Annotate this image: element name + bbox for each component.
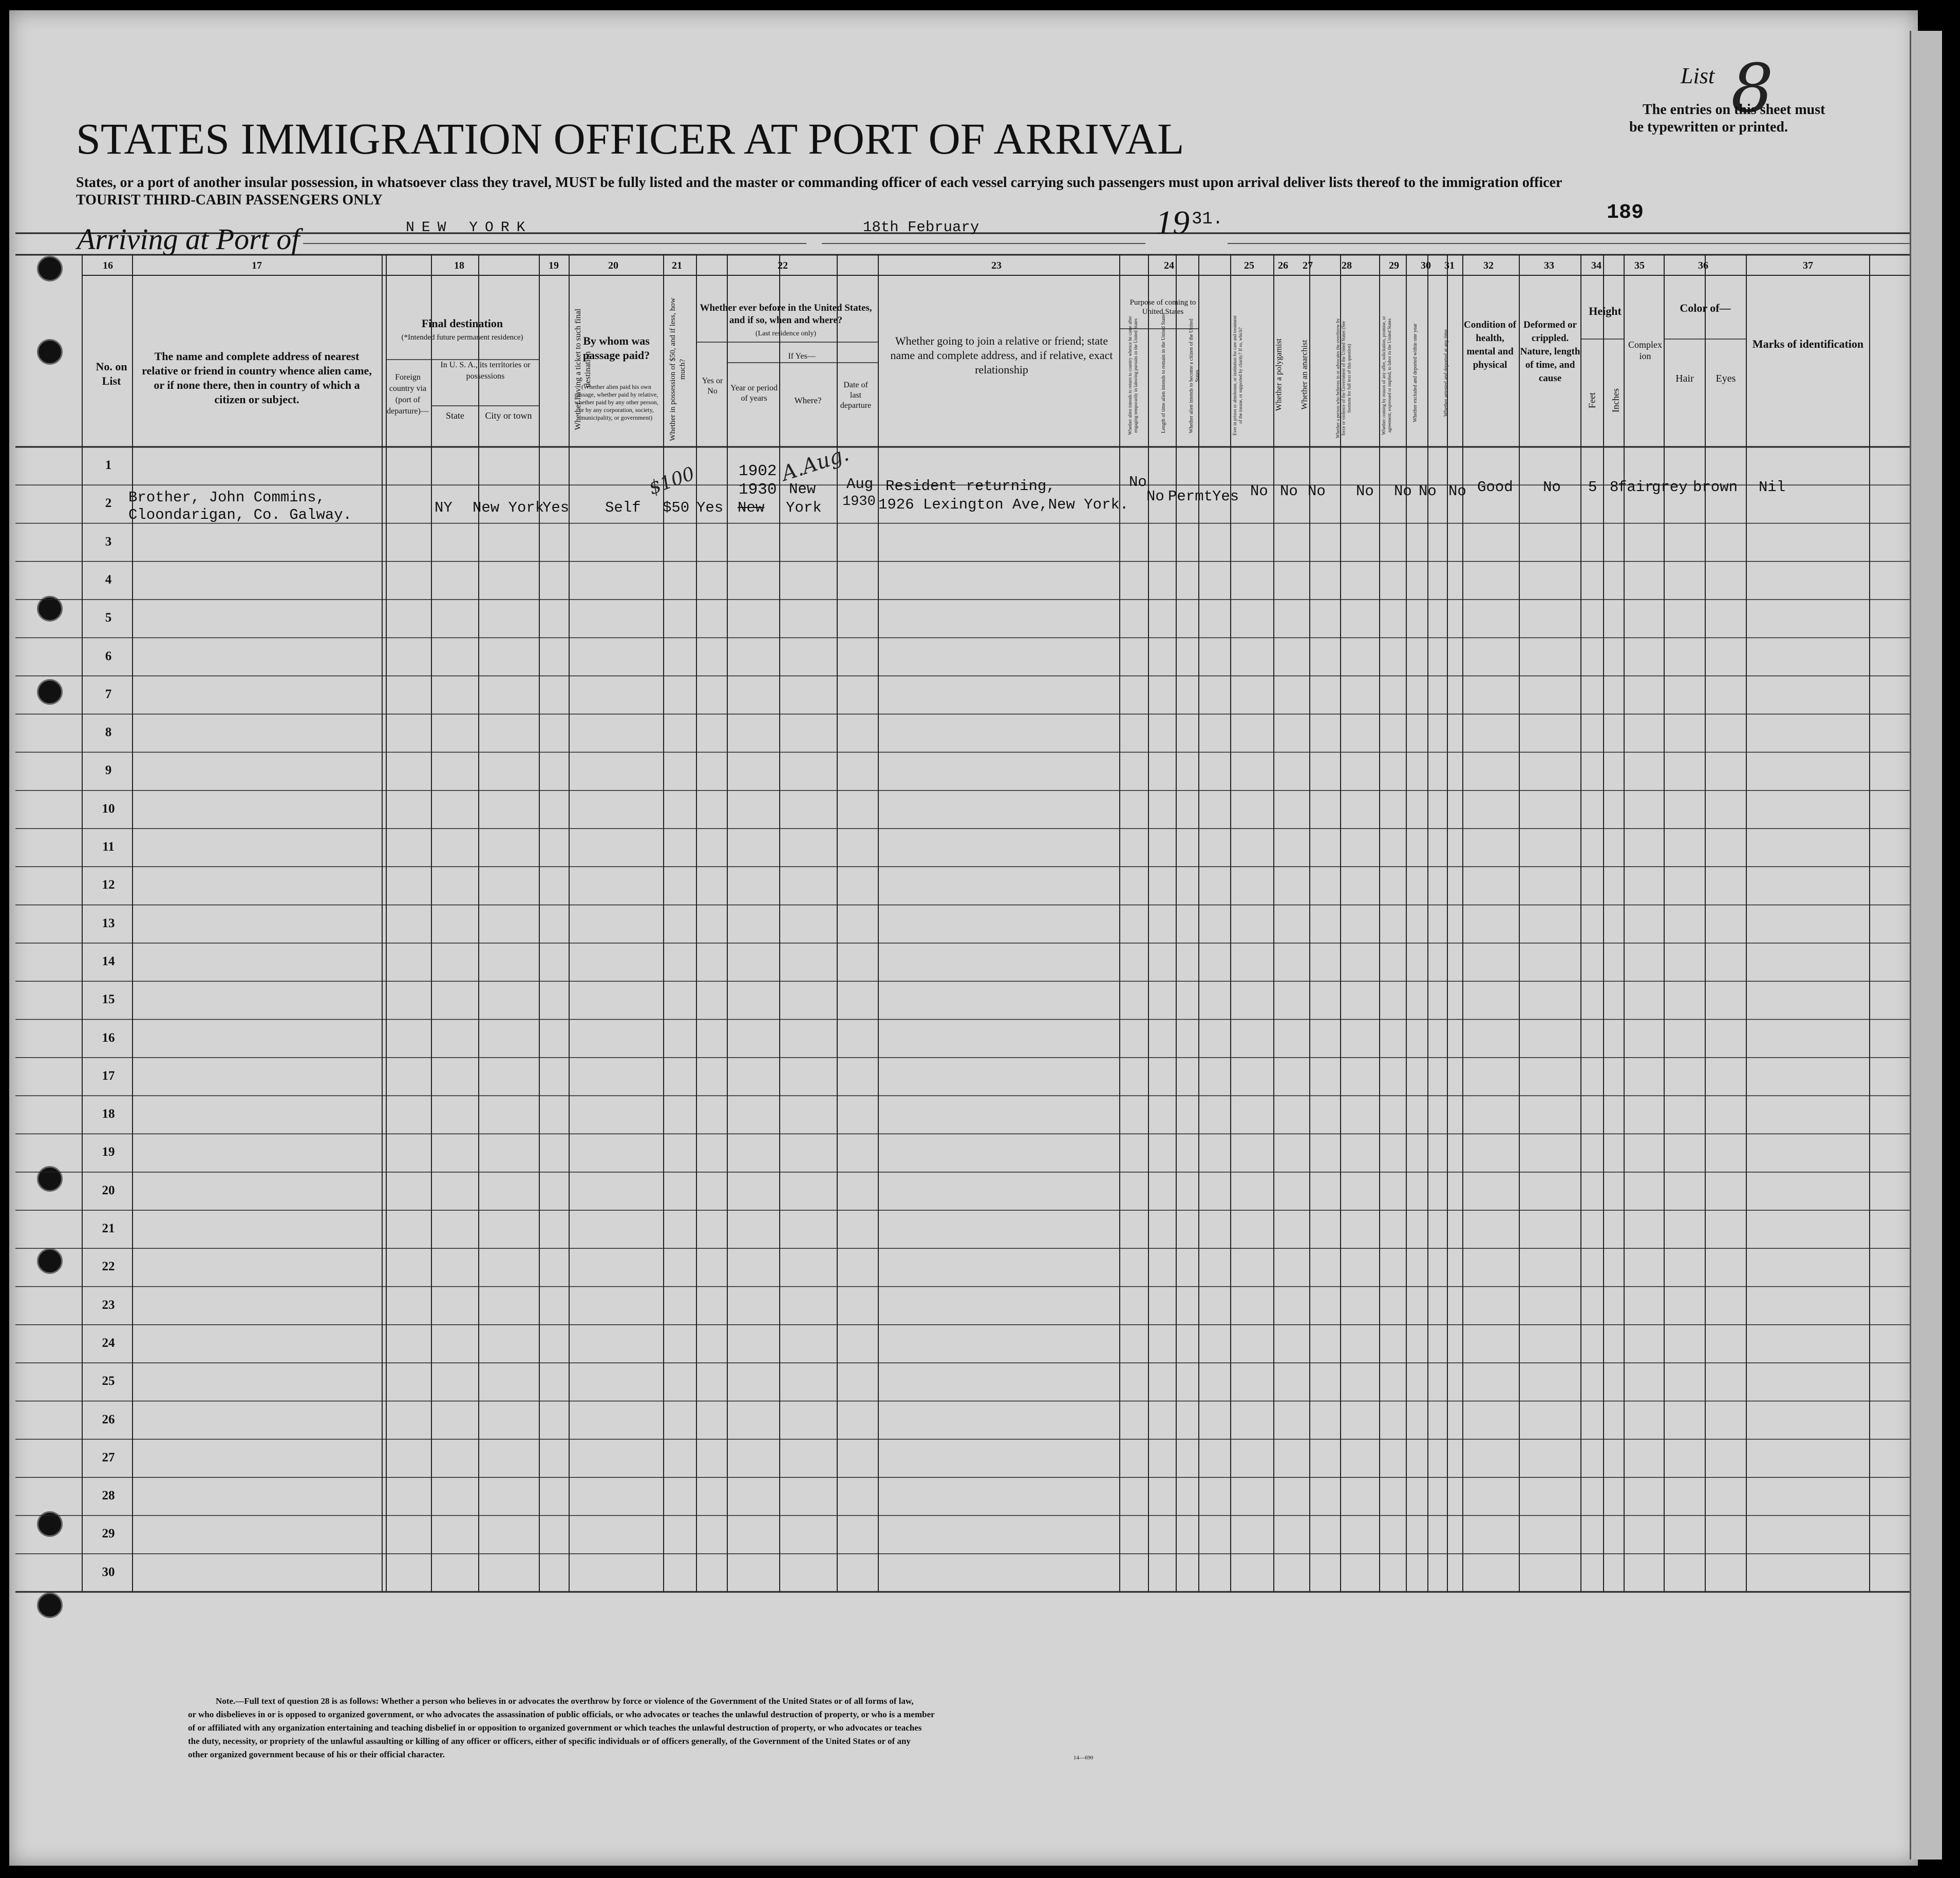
entry-money-handwritten: $100 bbox=[646, 463, 698, 499]
entry-purpose-line1: No bbox=[1129, 474, 1147, 491]
entry-join-line2: 1926 Lexington Ave,New York. bbox=[878, 496, 1129, 513]
entry-complexion: fair bbox=[1618, 479, 1654, 496]
year-suffix: 31. bbox=[1192, 210, 1223, 229]
entry-departure-line1: Aug bbox=[846, 476, 874, 493]
date-value: 18th February bbox=[863, 219, 979, 236]
header-overthrow: Whether a person who believes in or advocates the overthrow by force or violence of the Government of the United States (See footnote for full text of this question) bbox=[1335, 318, 1352, 439]
column-number: 22 bbox=[778, 260, 788, 271]
header-feet: Feet bbox=[1587, 392, 1597, 408]
entry-been-before: Yes bbox=[696, 499, 724, 516]
header-eyes: Eyes bbox=[1716, 373, 1736, 384]
row-number: 25 bbox=[102, 1374, 115, 1388]
column-number: 23 bbox=[991, 260, 1002, 271]
row-number: 27 bbox=[102, 1450, 115, 1464]
entry-relative-line2: Cloondarigan, Co. Galway. bbox=[128, 506, 352, 523]
row-number: 9 bbox=[105, 763, 112, 778]
port-value: NEW YORK bbox=[406, 220, 533, 236]
row-number: 26 bbox=[102, 1412, 115, 1426]
row-number: 24 bbox=[102, 1336, 115, 1350]
entry-paid-by: Self bbox=[605, 499, 641, 516]
entry-overthrow: No bbox=[1356, 483, 1374, 500]
header-purpose-return: Whether alien intends to return to country whence he came after engaging temporarily in laboring pursuits in the United States bbox=[1127, 316, 1138, 435]
entry-hair: grey bbox=[1652, 479, 1688, 496]
row-number: 20 bbox=[102, 1183, 115, 1197]
list-label: List bbox=[1681, 63, 1715, 88]
column-number: 17 bbox=[252, 260, 262, 271]
row-number: 18 bbox=[102, 1107, 115, 1121]
column-number: 18 bbox=[454, 260, 464, 271]
entry-eyes: brown bbox=[1693, 479, 1738, 496]
entry-where-line2: York bbox=[786, 499, 822, 516]
header-inches: Inches bbox=[1610, 388, 1621, 412]
page-title: STATES IMMIGRATION OFFICER AT PORT OF ARRIVAL bbox=[76, 114, 1184, 163]
entry-state: NY bbox=[435, 499, 453, 516]
column-number: 28 bbox=[1342, 260, 1352, 271]
footnote: Note.—Full text of question 28 is as follows: Whether a person who believes in or advocates the overthrow by force or violence of the Government of the United States or of all forms of law, bbox=[216, 1696, 914, 1706]
row-number: 11 bbox=[102, 840, 115, 854]
row-number: 10 bbox=[102, 801, 115, 816]
list-number: 8 bbox=[1731, 49, 1774, 127]
header-passage-paid: By whom was passage paid? bbox=[582, 334, 650, 362]
entry-purpose-length: Permt bbox=[1168, 488, 1213, 505]
row-number: 12 bbox=[102, 878, 115, 892]
entry-departure-line2: 1930 bbox=[842, 494, 876, 510]
header-usa: In U. S. A., its territories or possessions bbox=[440, 361, 531, 381]
row-number: 17 bbox=[102, 1068, 115, 1083]
header-hair: Hair bbox=[1675, 373, 1694, 384]
row-number: 5 bbox=[105, 611, 112, 625]
entry-marks: Nil bbox=[1759, 479, 1786, 496]
header-polygamist: Whether a polygamist bbox=[1274, 338, 1284, 411]
header-state: State bbox=[446, 410, 464, 421]
header-city: City or town bbox=[485, 410, 532, 421]
header-arrested: Whether arrested and deported at any time bbox=[1443, 329, 1449, 417]
column-number: 33 bbox=[1544, 260, 1554, 271]
entry-feet: 5 bbox=[1588, 479, 1597, 496]
header-been-before-note: (Last residence only) bbox=[755, 330, 817, 337]
entry-purpose-no: No bbox=[1146, 488, 1164, 505]
entry-arrested: No bbox=[1448, 483, 1466, 500]
footnote: of or affiliated with any organization entertaining and teaching disbelief in or opposition to organized government or which teaches the unlawful destruction of property, or who advocates or teaches bbox=[188, 1723, 922, 1733]
entry-health: Good bbox=[1477, 479, 1513, 496]
header-been-before: Whether ever before in the United States, and if so, when and where? bbox=[700, 303, 872, 326]
header-join-relative: Whether going to join a relative or friend; state name and complete address, and if relative, exact relationship bbox=[890, 334, 1113, 376]
header-offer: Whether coming by reason of any offer, solicitation, promise, or agreement, expressed or implied, to labor in the United States bbox=[1381, 316, 1392, 435]
row-number: 1 bbox=[105, 458, 112, 472]
column-number: 25 bbox=[1244, 260, 1254, 271]
entry-inches: 8 bbox=[1610, 479, 1619, 496]
footnote: other organized government because of his or their official character. bbox=[188, 1750, 445, 1759]
entry-years-line1: 1902 bbox=[739, 462, 777, 480]
column-number: 29 bbox=[1389, 260, 1399, 271]
column-number: 24 bbox=[1164, 260, 1174, 271]
header-purpose-citizen: Whether alien intends to become a citizen of the United States bbox=[1189, 318, 1200, 434]
row-number: 15 bbox=[102, 992, 115, 1007]
header-departure: Date of last departure bbox=[840, 381, 872, 410]
entries-note: be typewritten or printed. bbox=[1629, 119, 1788, 135]
header-final-destination-note: (*Intended future permanent residence) bbox=[401, 333, 523, 342]
form-code: 14—690 bbox=[1073, 1755, 1094, 1761]
header-marks: Marks of identification bbox=[1752, 337, 1864, 350]
header-color-of: Color of— bbox=[1680, 302, 1731, 314]
entry-prison: No bbox=[1250, 483, 1268, 500]
entry-city: New York bbox=[473, 499, 544, 516]
column-number: 36 bbox=[1698, 260, 1708, 271]
row-number: 30 bbox=[102, 1565, 115, 1579]
column-number: 31 bbox=[1444, 260, 1455, 271]
header-relative-address: The name and complete address of nearest relative or friend in country whence alien came, or if none there, then in country of which a citizen or subject. bbox=[142, 350, 372, 406]
entry-ticket: Yes bbox=[542, 499, 570, 516]
footnote: the duty, necessity, or propriety of the unlawful assaulting or killing of any officer or officers, either of specific individuals or of officers generally, of the Government of the United States or of any bbox=[188, 1736, 911, 1746]
row-number: 14 bbox=[102, 954, 115, 968]
entry-where-line1: New bbox=[789, 481, 816, 498]
entry-offer: No bbox=[1394, 483, 1412, 500]
arriving-label: Arriving at Port of bbox=[77, 222, 300, 256]
column-number: 27 bbox=[1303, 260, 1313, 271]
row-number: 6 bbox=[105, 649, 112, 663]
sheet-number: 189 bbox=[1607, 201, 1644, 224]
row-number: 3 bbox=[105, 534, 112, 549]
column-number: 34 bbox=[1591, 260, 1601, 271]
row-number: 13 bbox=[102, 916, 115, 930]
header-height: Height bbox=[1589, 305, 1622, 317]
entry-relative-line1: Brother, John Commins, bbox=[128, 489, 325, 506]
column-number: 16 bbox=[103, 260, 113, 271]
header-foreign-country: Foreign country via (port of departure)— bbox=[387, 373, 429, 416]
entry-where-strike: New bbox=[738, 499, 765, 516]
header-final-destination: Final destination bbox=[421, 317, 503, 330]
column-number: 26 bbox=[1278, 260, 1288, 271]
year-prefix: 19 bbox=[1156, 204, 1190, 241]
row-number: 19 bbox=[102, 1145, 115, 1159]
row-number: 22 bbox=[102, 1260, 115, 1274]
subtitle: States, or a port of another insular possession, in whatsoever class they travel, MUST be fully listed and the master or commanding officer of each vessel carrying such passengers must upon arrival deliver lists thereof to the immigration officer bbox=[76, 175, 1562, 191]
header-if-yes: If Yes— bbox=[788, 352, 816, 361]
column-number: 20 bbox=[608, 260, 618, 271]
entry-excluded: No bbox=[1419, 483, 1437, 500]
entry-purpose-citizen: Yes bbox=[1212, 488, 1239, 505]
header-prison: Ever in prison or almshouse, or institution for care and treatment of the insane, or supported by charity? If so, which? bbox=[1232, 315, 1243, 436]
column-number: 21 bbox=[672, 260, 682, 271]
entry-where-handwritten: A.Aug. bbox=[779, 442, 852, 486]
row-number: 23 bbox=[102, 1298, 115, 1312]
header-no-on-list: No. on List bbox=[96, 360, 127, 387]
header-yes-no: Yes or No bbox=[702, 377, 723, 396]
row-number: 28 bbox=[102, 1489, 115, 1503]
row-number: 4 bbox=[105, 572, 112, 587]
header-complexion: Complexion bbox=[1628, 340, 1662, 361]
footnote: or who disbelieves in or is opposed to organized government, or who advocates the assassination of public officials, or who advocates or teaches the unlawful destruction of property, or who is a member bbox=[188, 1710, 935, 1719]
column-number: 30 bbox=[1421, 260, 1431, 271]
header-purpose: Purpose of coming to United States bbox=[1129, 298, 1196, 316]
header-purpose-length: Length of time alien intends to remain in the United States bbox=[1161, 312, 1166, 434]
entry-money: $50 bbox=[663, 499, 690, 516]
column-number: 37 bbox=[1803, 260, 1813, 271]
header-where: Where? bbox=[794, 396, 822, 405]
column-number: 19 bbox=[549, 260, 559, 271]
entry-anarchist: No bbox=[1308, 483, 1326, 500]
entry-deformed: No bbox=[1543, 479, 1561, 496]
column-number: 35 bbox=[1634, 260, 1645, 271]
row-number: 29 bbox=[102, 1527, 115, 1541]
header-money: Whether in possession of $50, and if less, how much? bbox=[669, 297, 687, 441]
header-years: Year or period of years bbox=[730, 384, 778, 403]
entry-years-line2: 1930 bbox=[739, 481, 777, 499]
header-health: Condition of health, mental and physical bbox=[1464, 320, 1516, 370]
header-anarchist: Whether an anarchist bbox=[1300, 340, 1309, 410]
column-number: 32 bbox=[1483, 260, 1494, 271]
entry-polygamist: No bbox=[1280, 483, 1298, 500]
entry-join-line1: Resident returning, bbox=[885, 478, 1056, 495]
header-ticket: Whether having a ticket to such final destination bbox=[574, 308, 592, 430]
header-excluded: Whether excluded and deported within one year bbox=[1412, 323, 1418, 423]
row-number: 2 bbox=[105, 496, 112, 511]
row-number: 21 bbox=[102, 1222, 115, 1235]
row-number: 16 bbox=[102, 1030, 115, 1045]
row-number: 7 bbox=[105, 687, 112, 701]
header-passage-paid-note: (Whether alien paid his own passage, whether paid by relative, whether paid by any other person, or by any corporation, society, municipality, or government) bbox=[574, 383, 658, 421]
header-deformed: Deformed or crippled. Nature, length of time, and cause bbox=[1520, 320, 1580, 384]
entries-note: The entries on this sheet must bbox=[1643, 102, 1825, 118]
row-number: 8 bbox=[105, 725, 112, 740]
subtitle: TOURIST THIRD-CABIN PASSENGERS ONLY bbox=[76, 192, 383, 208]
